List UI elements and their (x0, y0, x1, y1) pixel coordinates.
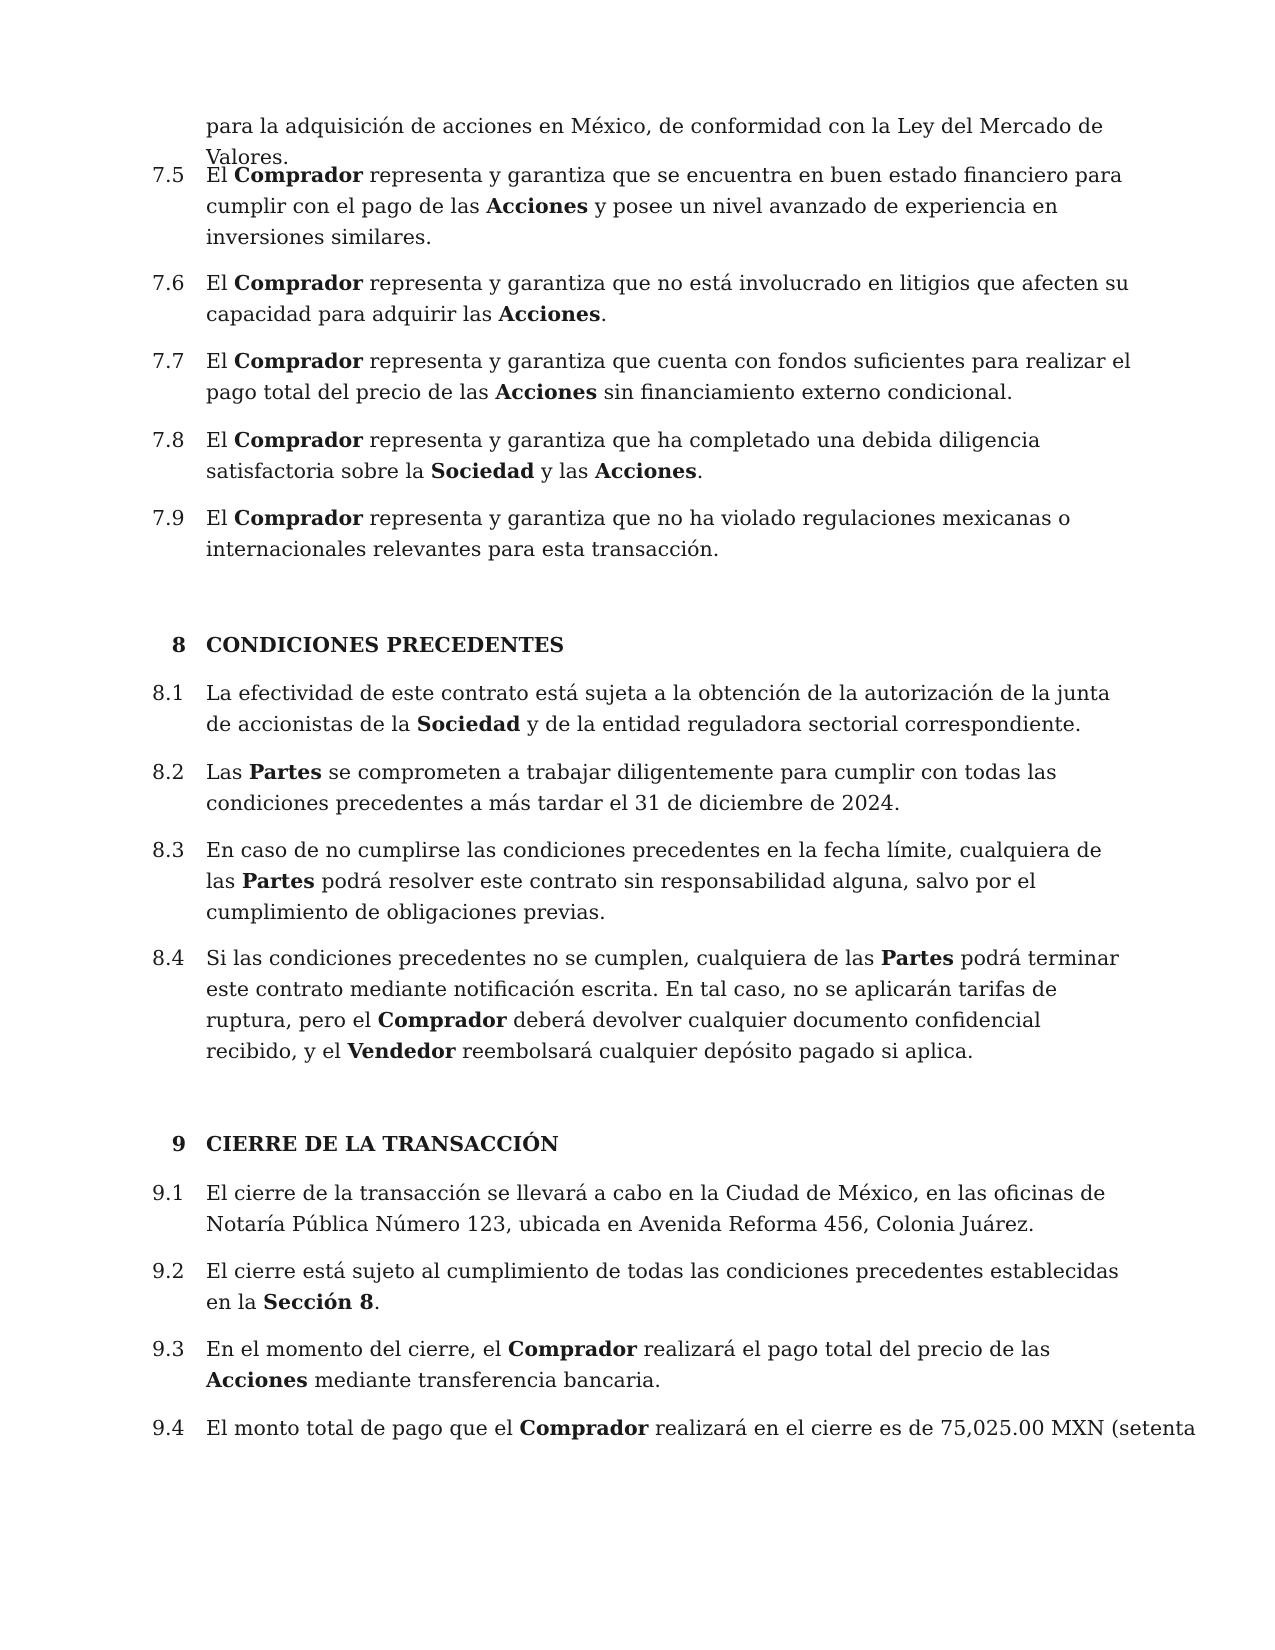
clause-number: 8.1 (152, 681, 185, 705)
clause-8-3 (152, 835, 1132, 928)
clause-number: 7.8 (152, 428, 185, 452)
clause-7-5 (152, 160, 1132, 253)
clause-text: El Comprador representa y garantiza que no está involucrado en litigios que afecten su capacidad para adquirir las Acciones. (206, 271, 1129, 326)
clause-number: 8.2 (152, 760, 185, 784)
clause-number: 8.4 (152, 946, 185, 970)
clause-8-4 (152, 943, 1132, 1067)
clause-number: 9.3 (152, 1337, 185, 1361)
section-number: 8 (171, 633, 186, 657)
clause-text: Si las condiciones precedentes no se cumplen, cualquiera de las Partes podrá terminar este contrato mediante notificación escrita. En tal caso, no se aplicarán tarifas de ruptura, pero el Comprador deberá devolver cualquier documento confidencial recibido, y el Vendedor reembolsará cualquier depósito pagado si aplica. (206, 946, 1119, 1063)
clause-7-6 (152, 268, 1132, 330)
section-number: 9 (171, 1132, 186, 1156)
section-9-heading (152, 1129, 1132, 1160)
clause-7-7 (152, 346, 1132, 408)
clause-text: En el momento del cierre, el Comprador realizará el pago total del precio de las Acciones mediante transferencia bancaria. (206, 1337, 1051, 1392)
clause-text: La efectividad de este contrato está sujeta a la obtención de la autorización de la junta de accionistas de la Sociedad y de la entidad reguladora sectorial correspondiente. (206, 681, 1111, 736)
clause-7-9 (152, 503, 1132, 565)
section-title: CONDICIONES PRECEDENTES (206, 633, 565, 657)
clause-text: Las Partes se comprometen a trabajar diligentemente para cumplir con todas las condiciones precedentes a más tardar el 31 de diciembre de 2024. (206, 760, 1057, 815)
clause-8-1 (152, 678, 1132, 740)
clause-text: El cierre está sujeto al cumplimiento de todas las condiciones precedentes establecidas en la Sección 8. (206, 1259, 1119, 1314)
clause-7-8 (152, 425, 1132, 487)
clause-text: En caso de no cumplirse las condiciones precedentes en la fecha límite, cualquiera de las Partes podrá resolver este contrato sin responsabilidad alguna, salvo por el cumplimiento de obligaciones previas. (206, 838, 1102, 924)
clause-text: El Comprador representa y garantiza que se encuentra en buen estado financiero para cumplir con el pago de las Acciones y posee un nivel avanzado de experiencia en inversiones similares. (206, 163, 1123, 249)
clause-9-2 (152, 1256, 1132, 1318)
clause-text: El Comprador representa y garantiza que no ha violado regulaciones mexicanas o internacionales relevantes para esta transacción. (206, 506, 1071, 561)
section-title: CIERRE DE LA TRANSACCIÓN (206, 1132, 559, 1156)
clause-number: 9.1 (152, 1181, 185, 1205)
clause-number: 8.3 (152, 838, 185, 862)
clause-9-3 (152, 1334, 1132, 1396)
clause-text: El monto total de pago que el Comprador realizará en el cierre es de 75,025.00 MXN (setenta (206, 1416, 1196, 1440)
clause-9-4 (152, 1413, 1196, 1444)
clause-number: 7.9 (152, 506, 185, 530)
clause-9-1 (152, 1178, 1132, 1240)
clause-number: 7.5 (152, 163, 185, 187)
clause-text: El Comprador representa y garantiza que cuenta con fondos suficientes para realizar el pago total del precio de las Acciones sin financiamiento externo condicional. (206, 349, 1131, 404)
section-8-heading (152, 630, 1132, 661)
continuation-text: para la adquisición de acciones en México, de conformidad con la Ley del Mercado de Valores. (206, 114, 1104, 169)
clause-number: 7.6 (152, 271, 185, 295)
clause-number: 9.4 (152, 1416, 185, 1440)
clause-8-2 (152, 757, 1132, 819)
clause-text: El Comprador representa y garantiza que ha completado una debida diligencia satisfactoria sobre la Sociedad y las Acciones. (206, 428, 1041, 483)
clause-number: 9.2 (152, 1259, 185, 1283)
clause-text: El cierre de la transacción se llevará a cabo en la Ciudad de México, en las oficinas de Notaría Pública Número 123, ubicada en Avenida Reforma 456, Colonia Juárez. (206, 1181, 1106, 1236)
clause-number: 7.7 (152, 349, 185, 373)
